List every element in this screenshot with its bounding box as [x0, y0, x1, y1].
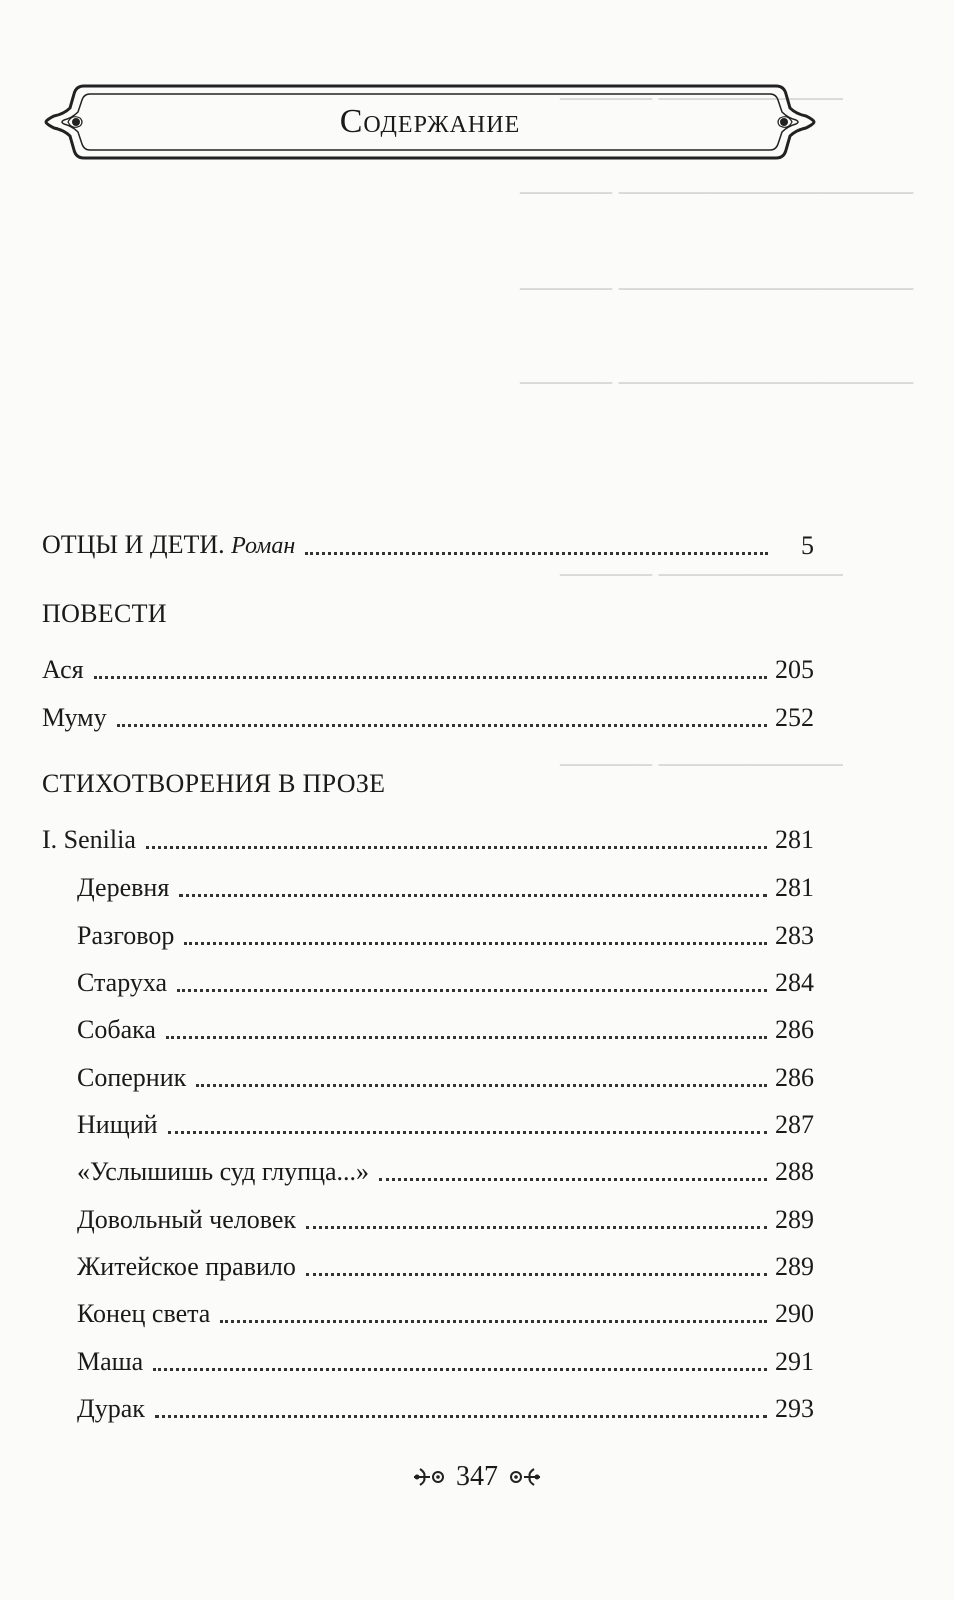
toc-entry-part[interactable] [42, 822, 814, 858]
entry-title: Соперник [77, 1063, 187, 1092]
toc-entry[interactable] [77, 1060, 814, 1096]
entry-title: Довольный человек [77, 1205, 297, 1234]
dot-leader [146, 846, 767, 849]
show-through-text: ──────────────── ───── [520, 368, 914, 397]
entry-title: Ася [42, 655, 84, 684]
page-footer [0, 1452, 954, 1502]
page-number-footer: 347 [456, 1461, 498, 1492]
show-through-text: ────────── ───── [560, 84, 843, 113]
page-number: 289 [775, 1205, 814, 1234]
entry-title: I. Senilia [42, 825, 136, 854]
entry-title: Маша [77, 1347, 144, 1376]
dot-leader [196, 1084, 767, 1087]
toc-entry[interactable] [77, 965, 814, 1001]
dot-leader [155, 1415, 767, 1418]
show-through-text: ──────────────── ───── [520, 274, 914, 303]
toc-entry[interactable] [77, 1249, 814, 1285]
toc-entry[interactable] [77, 918, 814, 954]
show-through-text: ────────── ───── [560, 750, 843, 779]
page-number: 5 [801, 531, 814, 560]
toc-entry[interactable] [77, 1344, 814, 1380]
dot-leader [153, 1368, 767, 1371]
entry-title: Собака [77, 1015, 156, 1044]
dot-leader [379, 1178, 767, 1181]
entry-title: «Услышишь суд глупца...» [77, 1157, 370, 1186]
section-heading-prose-poems: СТИХОТВОРЕНИЯ В ПРОЗЕ [42, 769, 386, 798]
show-through-text: ────────── ───── [560, 560, 843, 589]
entry-title: Житейское правило [77, 1252, 296, 1281]
page-number: 283 [775, 921, 814, 950]
page-number: 290 [775, 1299, 814, 1328]
fleuron-left-icon [412, 1464, 448, 1490]
page-number: 284 [775, 968, 814, 997]
entry-title: Нищий [77, 1110, 158, 1139]
dot-leader [184, 942, 767, 945]
toc-entry[interactable] [42, 652, 814, 688]
entry-title: Конец света [77, 1299, 211, 1328]
toc-entry[interactable] [77, 1107, 814, 1143]
page-number: 286 [775, 1015, 814, 1044]
entry-subtitle: Роман [231, 533, 296, 559]
toc-entry-fathers-and-sons[interactable] [42, 528, 814, 564]
page-number: 287 [775, 1110, 814, 1139]
toc-entry[interactable] [77, 1202, 814, 1238]
page-number: 288 [775, 1157, 814, 1186]
entry-title: Деревня [77, 873, 170, 902]
dot-leader [168, 1131, 767, 1134]
page-number: 286 [775, 1063, 814, 1092]
toc-entry[interactable] [42, 700, 814, 736]
page-number: 289 [775, 1252, 814, 1281]
dot-leader [306, 1226, 767, 1229]
dot-leader [306, 1273, 767, 1276]
dot-leader [117, 724, 767, 727]
entry-title: Дурак [77, 1394, 145, 1423]
dot-leader [166, 1036, 767, 1039]
dot-leader [179, 894, 767, 897]
entry-title: Старуха [77, 968, 168, 997]
fleuron-right-icon [506, 1464, 542, 1490]
page-number: 205 [775, 655, 814, 684]
dot-leader [177, 989, 767, 992]
contents-header-banner [44, 76, 816, 168]
dot-leader [305, 552, 768, 555]
page-number: 281 [775, 825, 814, 854]
toc-entry[interactable] [77, 870, 814, 906]
page-number: 252 [775, 703, 814, 732]
entry-title: Муму [42, 703, 107, 732]
toc-entry[interactable] [77, 1391, 814, 1427]
page-number: 291 [775, 1347, 814, 1376]
toc-entry[interactable] [77, 1154, 814, 1190]
dot-leader [220, 1320, 767, 1323]
toc-entry[interactable] [77, 1296, 814, 1332]
show-through-text: ──────────────── ───── [520, 178, 914, 207]
section-heading-novellas: ПОВЕСТИ [42, 599, 167, 628]
page-number: 281 [775, 873, 814, 902]
entry-title: Разговор [77, 921, 175, 950]
entry-title: ОТЦЫ И ДЕТИ. [42, 530, 225, 559]
toc-entry-title [42, 527, 295, 564]
toc-entry[interactable] [77, 1012, 814, 1048]
dot-leader [94, 676, 767, 679]
page-number: 293 [775, 1394, 814, 1423]
page-title: Содержание [339, 103, 521, 140]
